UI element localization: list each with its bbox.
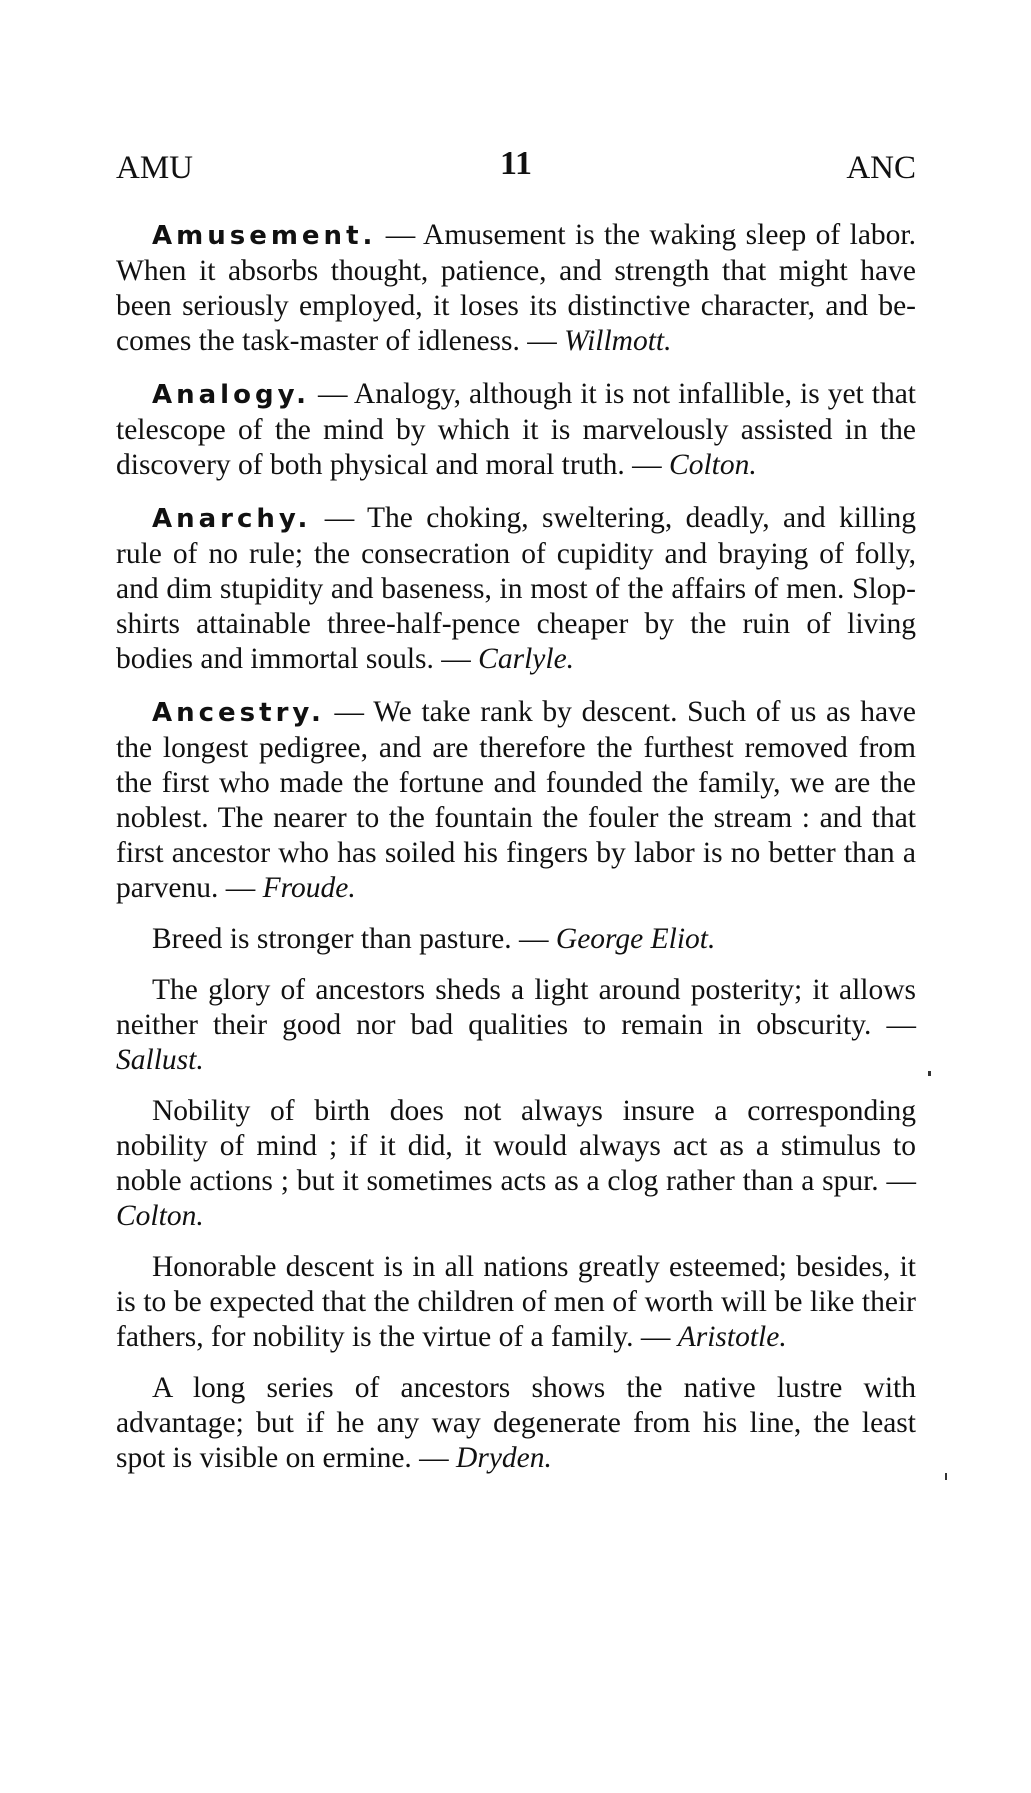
- entry-text: — Amusement is the waking sleep of labor. When it absorbs thought, patience, and strength that might have been seriously employed, it loses its distinctive character, and becomes the task-master of idleness. —: [116, 219, 916, 357]
- headword: Analogy.: [152, 380, 311, 410]
- author: Colton.: [116, 1200, 204, 1232]
- quote-text: A long series of ancestors shows the native lustre with advantage; but if he any way degenerate from his line, the least spot is visible on ermine. —: [116, 1372, 916, 1474]
- running-head-left: AMU: [116, 150, 194, 186]
- ink-speck: [945, 1473, 947, 1480]
- running-head-right: ANC: [846, 150, 916, 186]
- running-head: [116, 145, 916, 188]
- headword: Anarchy.: [152, 504, 312, 534]
- quote: [116, 973, 916, 1078]
- author: Froude.: [262, 872, 356, 904]
- author: Carlyle.: [478, 643, 575, 675]
- entry-text: — We take rank by descent. Such of us as have the longest pedigree, and are therefore the furthest removed from the first who made the fortune and founded the family, we are the noblest. The nearer to the fountain the fouler the stream : and that first ancestor who has soiled his fingers by labor is no better than a parvenu. —: [116, 696, 916, 904]
- author: Dryden.: [456, 1442, 552, 1474]
- quote: [116, 1094, 916, 1234]
- page-number: 11: [499, 145, 533, 182]
- quote: [116, 1250, 916, 1355]
- author: Aristotle.: [677, 1321, 787, 1353]
- entry-analogy: [116, 377, 916, 483]
- entry-amusement: [116, 218, 916, 359]
- entry-ancestry: [116, 695, 916, 906]
- quote-text: Nobility of birth does not always insure a corresponding nobility of mind ; if it did, it would always act as a stimulus to noble actions ; but it sometimes acts as a clog rather than a spur. —: [116, 1095, 916, 1197]
- author: Willmott.: [564, 325, 672, 357]
- quote-text: The glory of ancestors sheds a light around posterity; it allows neither their good nor bad qualities to remain in obscurity. —: [116, 974, 916, 1041]
- author: George Eliot.: [555, 923, 716, 955]
- entry-text: — The choking, sweltering, deadly, and killing rule of no rule; the consecration of cupidity and braying of folly, and dim stupidity and baseness, in most of the affairs of men. Slop-shirts attainable three-half-pence cheaper by the ruin of living bodies and immortal souls. —: [116, 502, 916, 675]
- headword: Amusement.: [152, 221, 377, 251]
- entry-anarchy: [116, 501, 916, 677]
- author: Colton.: [669, 449, 757, 481]
- quote: [116, 922, 916, 957]
- page-body: [116, 218, 916, 1492]
- author: Sallust.: [116, 1044, 204, 1076]
- headword: Ancestry.: [152, 698, 325, 728]
- quote-text: Breed is stronger than pasture. —: [152, 923, 556, 955]
- quote: [116, 1371, 916, 1476]
- ink-speck: [928, 1071, 931, 1076]
- quote-text: Honorable descent is in all nations greatly esteemed; besides, it is to be expected that the children of men of worth will be like their fathers, for nobility is the virtue of a family. —: [116, 1251, 916, 1353]
- entry-text: — Analogy, although it is not infallible, is yet that telescope of the mind by which it is marvelously assisted in the discovery of both physical and moral truth. —: [116, 378, 916, 481]
